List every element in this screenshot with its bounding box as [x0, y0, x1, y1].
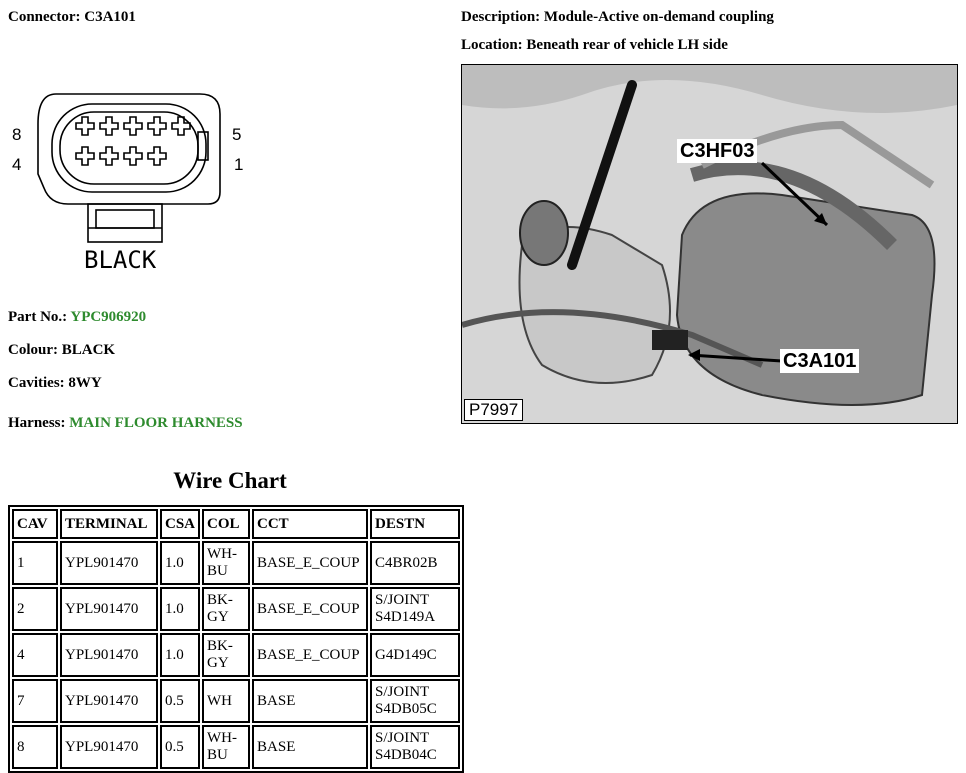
location-value: Beneath rear of vehicle LH side: [526, 37, 728, 53]
colour-label: Colour:: [8, 342, 58, 358]
connector-line: [8, 9, 136, 26]
wire-table-body: [12, 541, 460, 769]
part-no-value: YPC906920: [70, 309, 147, 325]
cell-col: WH- BU: [202, 725, 250, 769]
cell-cct: BASE: [252, 725, 368, 769]
cell-terminal: YPL901470: [60, 679, 158, 723]
cell-destn: C4BR02B: [370, 541, 460, 585]
wire-chart-title: Wire Chart: [173, 468, 287, 493]
header-col: COL: [202, 509, 250, 539]
cell-terminal: YPL901470: [60, 587, 158, 631]
cavities-line: [8, 375, 102, 392]
header-cav: CAV: [12, 509, 58, 539]
header-csa: CSA: [160, 509, 200, 539]
cell-cct: BASE_E_COUP: [252, 633, 368, 677]
harness-value: MAIN FLOOR HARNESS: [69, 415, 243, 431]
harness-label: Harness:: [8, 415, 66, 431]
description-line: [461, 9, 774, 26]
part-no-line: [8, 309, 146, 326]
location-photo: [461, 64, 958, 424]
description-label: Description:: [461, 9, 541, 25]
cell-csa: 0.5: [160, 725, 200, 769]
photo-code: P7997: [464, 399, 523, 421]
pin-8-label: 8: [12, 125, 22, 144]
pin-1-label: 1: [234, 155, 244, 174]
callout-c3a101: C3A101: [780, 349, 859, 373]
header-destn: DESTN: [370, 509, 460, 539]
cell-cct: BASE_E_COUP: [252, 587, 368, 631]
diagram-color-label: BLACK: [84, 246, 157, 274]
cell-col: WH: [202, 679, 250, 723]
cell-cct: BASE_E_COUP: [252, 541, 368, 585]
cell-destn: S/JOINT S4DB04C: [370, 725, 460, 769]
description-value: Module-Active on-demand coupling: [543, 9, 774, 25]
header-terminal: TERMINAL: [60, 509, 158, 539]
table-row: [12, 679, 460, 723]
header-cct: CCT: [252, 509, 368, 539]
colour-line: [8, 342, 115, 359]
callout-c3hf03: C3HF03: [677, 139, 757, 163]
cell-csa: 0.5: [160, 679, 200, 723]
cell-col: BK- GY: [202, 633, 250, 677]
connector-label: Connector:: [8, 9, 81, 25]
connector-value: C3A101: [84, 9, 136, 25]
cell-col: WH- BU: [202, 541, 250, 585]
cavity-crosses: [76, 117, 190, 165]
cell-cav: 2: [12, 587, 58, 631]
table-row: [12, 633, 460, 677]
cavities-label: Cavities:: [8, 375, 65, 391]
cell-terminal: YPL901470: [60, 541, 158, 585]
cell-destn: G4D149C: [370, 633, 460, 677]
cell-cav: 1: [12, 541, 58, 585]
cell-terminal: YPL901470: [60, 633, 158, 677]
table-row: [12, 541, 460, 585]
cell-csa: 1.0: [160, 541, 200, 585]
table-row: [12, 587, 460, 631]
cell-cav: 4: [12, 633, 58, 677]
wire-chart-table: [8, 505, 464, 773]
colour-value: BLACK: [61, 342, 116, 358]
connector-face-diagram: [8, 88, 258, 278]
location-line: [461, 37, 728, 54]
cell-terminal: YPL901470: [60, 725, 158, 769]
cell-cav: 7: [12, 679, 58, 723]
wire-table-header-row: [12, 509, 460, 539]
part-no-label: Part No.:: [8, 309, 68, 325]
cavities-value: 8WY: [68, 375, 102, 391]
cell-csa: 1.0: [160, 633, 200, 677]
table-row: [12, 725, 460, 769]
connector-face-svg: [8, 88, 258, 278]
cell-col: BK- GY: [202, 587, 250, 631]
cell-destn: S/JOINT S4DB05C: [370, 679, 460, 723]
cell-cct: BASE: [252, 679, 368, 723]
harness-line: [8, 415, 243, 432]
cell-cav: 8: [12, 725, 58, 769]
cell-csa: 1.0: [160, 587, 200, 631]
cell-destn: S/JOINT S4D149A: [370, 587, 460, 631]
location-label: Location:: [461, 37, 523, 53]
pin-4-label: 4: [12, 155, 22, 174]
pin-5-label: 5: [232, 125, 242, 144]
location-photo-illustration: [462, 65, 957, 423]
